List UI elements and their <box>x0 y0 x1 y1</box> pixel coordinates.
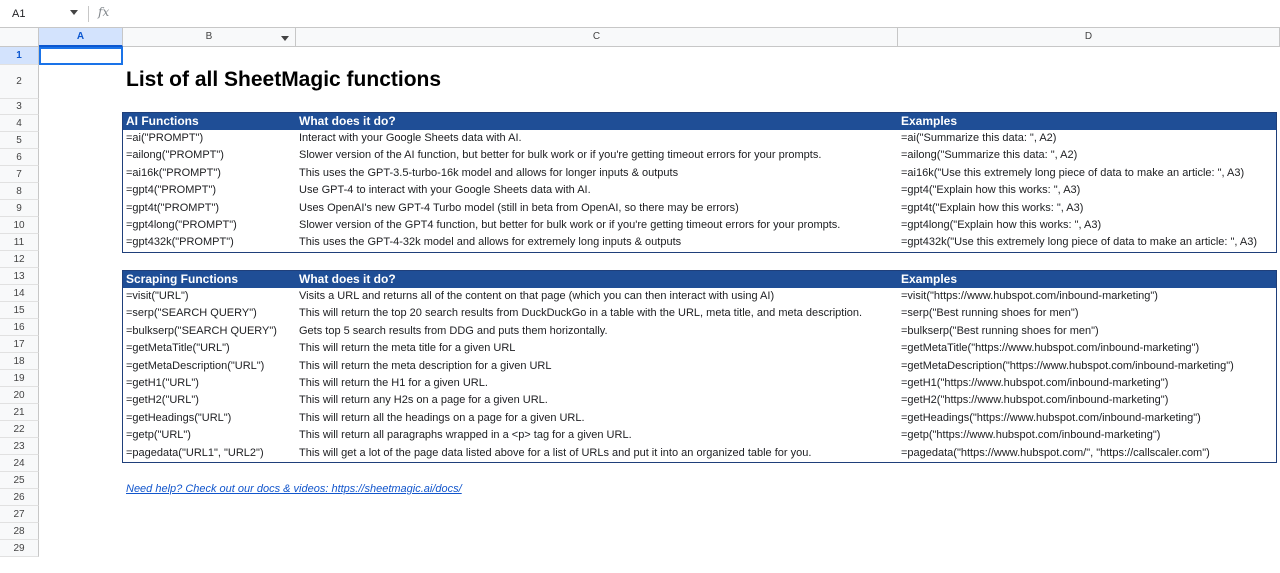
row-header-25[interactable]: 25 <box>0 472 39 489</box>
formula-bar-divider <box>88 6 89 22</box>
row-header-26[interactable]: 26 <box>0 489 39 506</box>
row-header-18[interactable]: 18 <box>0 353 39 370</box>
function-cell[interactable]: =getMetaDescription("URL") <box>126 359 265 372</box>
function-cell[interactable]: =getH1("URL") <box>126 376 199 389</box>
function-cell[interactable]: =visit("URL") <box>126 290 189 302</box>
function-cell[interactable]: =serp("SEARCH QUERY") <box>126 307 257 320</box>
row-header-5[interactable]: 5 <box>0 132 39 149</box>
row-header-7[interactable]: 7 <box>0 166 39 183</box>
example-cell[interactable]: =gpt4("Explain how this works: ", A3) <box>901 184 1081 197</box>
row-header-4[interactable]: 4 <box>0 115 39 132</box>
row-header-10[interactable]: 10 <box>0 217 39 234</box>
table-row <box>123 130 1276 147</box>
example-cell[interactable]: =bulkserp("Best running shoes for men") <box>901 324 1099 337</box>
table-row <box>123 410 1276 427</box>
row-header-22[interactable]: 22 <box>0 421 39 438</box>
column-header-a[interactable]: A <box>39 28 123 47</box>
description-cell[interactable]: This will return the meta title for a given URL <box>299 342 516 355</box>
description-cell[interactable]: This will return any H2s on a page for a given URL. <box>299 394 548 407</box>
description-cell[interactable]: Gets top 5 search results from DDG and puts them horizontally. <box>299 324 608 337</box>
example-cell[interactable]: =ai16k("Use this extremely long piece of data to make an article: ", A3) <box>901 166 1245 179</box>
description-cell[interactable]: Uses OpenAI's new GPT-4 Turbo model (still in beta from OpenAI, so there may be errors) <box>299 201 739 214</box>
row-header-19[interactable]: 19 <box>0 370 39 387</box>
function-cell[interactable]: =ai16k("PROMPT") <box>126 166 221 179</box>
table-row <box>123 288 1276 305</box>
select-all-corner[interactable] <box>0 28 39 47</box>
description-cell[interactable]: This will return all the headings on a page for a given URL. <box>299 411 585 424</box>
row-header-2[interactable]: 2 <box>0 65 39 99</box>
row-header-1[interactable]: 1 <box>0 47 39 65</box>
function-cell[interactable]: =ai("PROMPT") <box>126 132 204 144</box>
column-title-function: AI Functions <box>126 114 199 128</box>
example-cell[interactable]: =gpt4t("Explain how this works: ", A3) <box>901 201 1084 214</box>
example-cell[interactable]: =getHeadings("https://www.hubspot.com/inbound-marketing") <box>901 411 1201 424</box>
column-title-description: What does it do? <box>299 114 396 128</box>
page-title: List of all SheetMagic functions <box>126 68 442 91</box>
column-header-b[interactable]: B <box>123 28 296 47</box>
example-cell[interactable]: =ai("Summarize this data: ", A2) <box>901 132 1057 144</box>
example-cell[interactable]: =serp("Best running shoes for men") <box>901 307 1079 320</box>
help-docs-link[interactable]: Need help? Check out our docs & videos: https://sheetmagic.ai/docs/ <box>126 483 462 495</box>
column-title-function: Scraping Functions <box>126 272 239 286</box>
example-cell[interactable]: =ailong("Summarize this data: ", A2) <box>901 149 1078 162</box>
row-header-28[interactable]: 28 <box>0 523 39 540</box>
description-cell[interactable]: Interact with your Google Sheets data with AI. <box>299 132 522 144</box>
column-header-c[interactable]: C <box>296 28 898 47</box>
example-cell[interactable]: =pagedata("https://www.hubspot.com/", "https://callscaler.com") <box>901 446 1210 459</box>
row-header-3[interactable]: 3 <box>0 99 39 115</box>
row-header-8[interactable]: 8 <box>0 183 39 200</box>
table-row <box>123 165 1276 182</box>
description-cell[interactable]: Slower version of the AI function, but better for bulk work or if you're getting timeout errors for your prompts. <box>299 149 822 162</box>
table-row <box>123 182 1276 199</box>
row-header-24[interactable]: 24 <box>0 455 39 472</box>
chevron-down-icon[interactable] <box>70 10 78 15</box>
table-row <box>123 323 1276 340</box>
description-cell[interactable]: This uses the GPT-4-32k model and allows for extremely long inputs & outputs <box>299 236 682 249</box>
function-cell[interactable]: =gpt4("PROMPT") <box>126 184 217 197</box>
example-cell[interactable]: =getMetaDescription("https://www.hubspot.com/inbound-marketing") <box>901 359 1234 372</box>
row-header-23[interactable]: 23 <box>0 438 39 455</box>
cell-reference: A1 <box>12 8 26 20</box>
row-header-21[interactable]: 21 <box>0 404 39 421</box>
table-row <box>123 200 1276 217</box>
row-header-6[interactable]: 6 <box>0 149 39 166</box>
example-cell[interactable]: =getH2("https://www.hubspot.com/inbound-marketing") <box>901 394 1169 407</box>
ai-functions-table <box>122 112 1277 253</box>
function-cell[interactable]: =gpt4t("PROMPT") <box>126 201 220 214</box>
row-header-27[interactable]: 27 <box>0 506 39 523</box>
table-row <box>123 358 1276 375</box>
description-cell[interactable]: This will return the meta description for a given URL <box>299 359 552 372</box>
description-cell[interactable]: Slower version of the GPT4 function, but better for bulk work or if you're getting timeout errors for your prompts. <box>299 218 841 231</box>
table-row <box>123 445 1276 462</box>
table-row <box>123 392 1276 409</box>
table-header-row <box>123 271 1276 288</box>
example-cell[interactable]: =visit("https://www.hubspot.com/inbound-marketing") <box>901 290 1158 302</box>
description-cell[interactable]: This will return all paragraphs wrapped in a <p> tag for a given URL. <box>299 429 632 442</box>
example-cell[interactable]: =gpt432k("Use this extremely long piece of data to make an article: ", A3) <box>901 236 1258 249</box>
function-cell[interactable]: =pagedata("URL1", "URL2") <box>126 446 264 459</box>
description-cell[interactable]: This will return the H1 for a given URL. <box>299 376 488 389</box>
row-header-17[interactable]: 17 <box>0 336 39 353</box>
table-header-row <box>123 113 1276 130</box>
table-row <box>123 340 1276 357</box>
scraping-functions-table <box>122 270 1277 463</box>
description-cell[interactable]: This uses the GPT-3.5-turbo-16k model and allows for longer inputs & outputs <box>299 166 679 179</box>
table-row <box>123 305 1276 322</box>
row-header-16[interactable]: 16 <box>0 319 39 336</box>
example-cell[interactable]: =getp("https://www.hubspot.com/inbound-marketing") <box>901 429 1161 442</box>
table-body <box>123 288 1276 462</box>
function-cell[interactable]: =getHeadings("URL") <box>126 411 232 424</box>
row-header-9[interactable]: 9 <box>0 200 39 217</box>
filter-dropdown-icon[interactable] <box>281 36 289 41</box>
function-cell[interactable]: =getMetaTitle("URL") <box>126 342 230 355</box>
table-body <box>123 130 1276 252</box>
table-row <box>123 427 1276 444</box>
row-header-14[interactable]: 14 <box>0 285 39 302</box>
example-cell[interactable]: =gpt4long("Explain how this works: ", A3) <box>901 218 1102 231</box>
example-cell[interactable]: =getMetaTitle("https://www.hubspot.com/inbound-marketing") <box>901 342 1200 355</box>
row-header-11[interactable]: 11 <box>0 234 39 251</box>
row-header-29[interactable]: 29 <box>0 540 39 557</box>
example-cell[interactable]: =getH1("https://www.hubspot.com/inbound-marketing") <box>901 376 1169 389</box>
column-title-examples: Examples <box>901 114 958 128</box>
table-row <box>123 147 1276 164</box>
description-cell[interactable]: Use GPT-4 to interact with your Google Sheets data with AI. <box>299 184 591 197</box>
description-cell[interactable]: This will get a lot of the page data listed above for a list of URLs and put it into an organized table for you. <box>299 446 812 459</box>
function-cell[interactable]: =bulkserp("SEARCH QUERY") <box>126 324 277 337</box>
function-cell[interactable]: =gpt4long("PROMPT") <box>126 218 237 231</box>
table-row <box>123 234 1276 251</box>
row-header-20[interactable]: 20 <box>0 387 39 404</box>
row-header-15[interactable]: 15 <box>0 302 39 319</box>
function-cell[interactable]: =getH2("URL") <box>126 394 199 407</box>
column-header-d[interactable]: D <box>898 28 1280 47</box>
table-row <box>123 217 1276 234</box>
function-cell[interactable]: =ailong("PROMPT") <box>126 149 224 162</box>
active-cell-a1[interactable] <box>39 47 123 65</box>
description-cell[interactable]: This will return the top 20 search results from DuckDuckGo in a table with the URL, meta title, and meta description. <box>299 307 863 320</box>
column-title-description: What does it do? <box>299 272 396 286</box>
fx-icon: fx <box>98 5 110 19</box>
function-cell[interactable]: =getp("URL") <box>126 429 191 442</box>
row-header-12[interactable]: 12 <box>0 251 39 268</box>
table-row <box>123 375 1276 392</box>
function-cell[interactable]: =gpt432k("PROMPT") <box>126 236 234 249</box>
column-title-examples: Examples <box>901 272 958 286</box>
row-header-13[interactable]: 13 <box>0 268 39 285</box>
formula-bar <box>0 0 1280 28</box>
description-cell[interactable]: Visits a URL and returns all of the content on that page (which you can then interact with using AI) <box>299 290 775 302</box>
